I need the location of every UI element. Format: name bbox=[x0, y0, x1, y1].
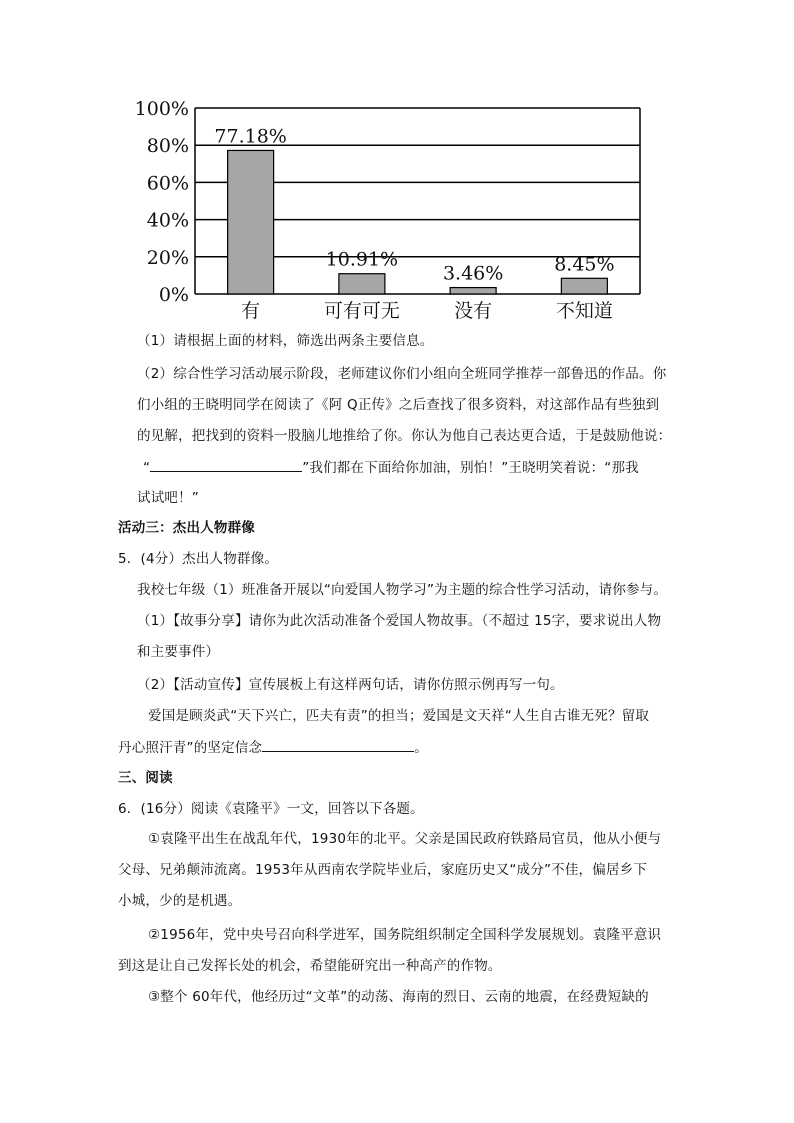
activity-3-heading: 活动三：杰出人物群像 bbox=[118, 520, 255, 536]
x-category-label: 不知道 bbox=[555, 300, 613, 322]
paragraph-1-line-3: 小城，少的是机遇。 bbox=[118, 893, 242, 909]
paragraph-2-line-2: 到这是让自己发挥长处的机会，希望能研究出一种高产的作物。 bbox=[118, 958, 502, 974]
period: 。 bbox=[414, 740, 428, 756]
quote-rest: ”我们都在下面给你加油，别怕！”王晓明笑着说：“那我 bbox=[302, 460, 639, 476]
paragraph-2-line-1: ②1956年，党中央号召向科学进军，国务院组织制定全国科学发展规划。袁隆平意识 bbox=[148, 927, 662, 943]
paragraph-1-line-2: 父母、兄弟颠沛流离。1953年从西南农学院毕业后，家庭历史又“成分”不佳，偏居乡下 bbox=[118, 862, 648, 878]
y-tick-label: 20% bbox=[146, 246, 189, 269]
x-category-label: 有 bbox=[241, 300, 261, 322]
question-5-intro: 我校七年级（1）班准备开展以“向爱国人物学习”为主题的综合性学习活动，请你参与。 bbox=[137, 582, 668, 598]
question-2-line-3: 的见解，把找到的资料一股脑儿地推给了你。你认为他自己表达更合适，于是鼓励他说： bbox=[137, 428, 672, 444]
bar bbox=[228, 150, 274, 294]
question-5-1-line-2: 和主要事件） bbox=[137, 644, 220, 660]
y-tick-label: 100% bbox=[134, 98, 189, 120]
bar bbox=[561, 278, 607, 294]
quote-open: “ bbox=[143, 460, 151, 476]
y-tick-label: 40% bbox=[146, 209, 189, 232]
y-tick-label: 60% bbox=[146, 172, 189, 195]
question-6: 6．(16分）阅读《袁隆平》一文，回答以下各题。 bbox=[118, 801, 424, 817]
bar-value-label: 3.46% bbox=[442, 262, 504, 285]
survey-bar-chart bbox=[130, 96, 650, 326]
answer-blank-2[interactable] bbox=[262, 737, 414, 752]
y-tick-label: 0% bbox=[158, 284, 189, 306]
section-3-heading: 三、阅读 bbox=[118, 770, 173, 786]
question-5-2-example-line-1: 爱国是顾炎武“天下兴亡，匹夫有责”的担当；爱国是文天祥“人生自古谁无死？留取 bbox=[148, 708, 650, 724]
x-category-label: 没有 bbox=[454, 300, 493, 322]
bar bbox=[339, 274, 385, 294]
question-2-line-2: 们小组的王晓明同学在阅读了《阿 Q正传》之后查找了很多资料，对这部作品有些独到 bbox=[137, 397, 660, 413]
question-5-2: （2）【活动宣传】宣传展板上有这样两句话，请你仿照示例再写一句。 bbox=[137, 677, 564, 693]
question-1: （1）请根据上面的材料，筛选出两条主要信息。 bbox=[137, 333, 434, 349]
bar-value-label: 77.18% bbox=[214, 125, 287, 148]
paragraph-1-line-1: ①袁隆平出生在战乱年代，1930年的北平。父亲是国民政府铁路局官员，他从小便与 bbox=[148, 831, 662, 847]
question-2-line-4 bbox=[143, 457, 639, 478]
bar-value-label: 10.91% bbox=[325, 248, 399, 271]
bar bbox=[450, 288, 496, 294]
paragraph-3-line-1: ③整个 60年代，他经历过“文革”的动荡、海南的烈日、云南的地震，在经费短缺的 bbox=[148, 989, 649, 1005]
question-2-line-1: （2）综合性学习活动展示阶段，老师建议你们小组向全班同学推荐一部鲁迅的作品。你 bbox=[137, 366, 667, 382]
question-5-1-line-1: （1）【故事分享】请你为此次活动准备个爱国人物故事。（不超过 15字，要求说出人物 bbox=[137, 613, 662, 629]
question-2-line-5: 试试吧！” bbox=[137, 490, 199, 506]
y-tick-label: 80% bbox=[146, 135, 189, 158]
answer-blank-1[interactable] bbox=[150, 457, 302, 472]
bar-value-label: 8.45% bbox=[554, 253, 615, 276]
x-category-label: 可有可无 bbox=[323, 300, 400, 322]
question-5-2-example-line-2 bbox=[118, 737, 428, 758]
question-5: 5．(4分）杰出人物群像。 bbox=[118, 551, 279, 567]
example-text: 丹心照汗青”的坚定信念 bbox=[118, 740, 263, 756]
